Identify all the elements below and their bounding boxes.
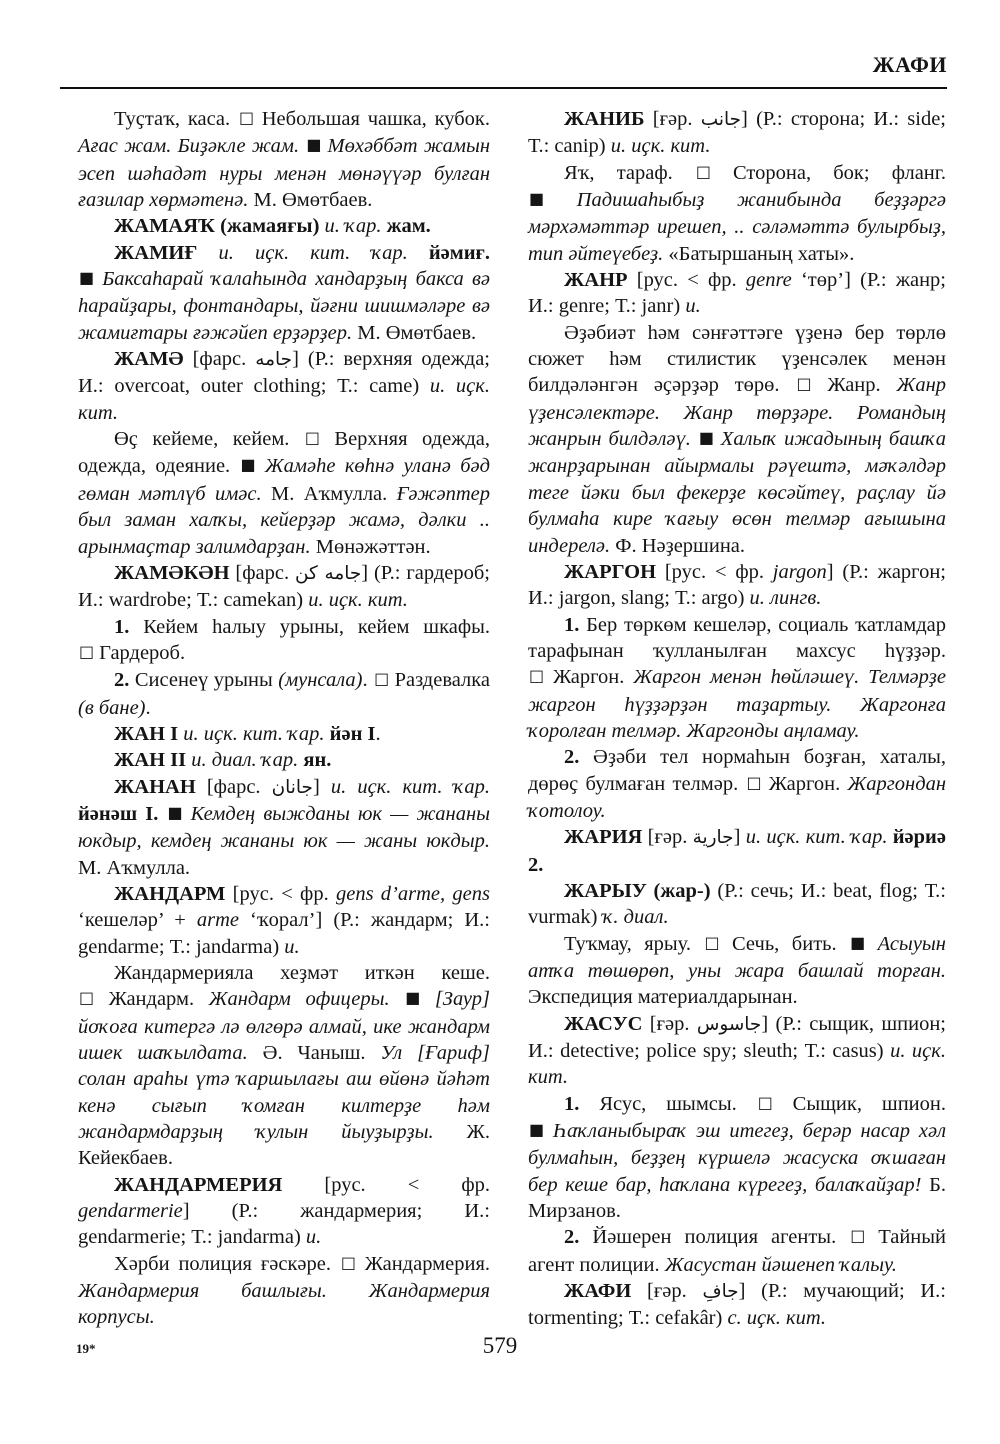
text-segment: Хәрби полиция ғәскәре. — [114, 1252, 340, 1275]
arabic-etymon: جاسوس — [696, 1013, 762, 1035]
text-segment: Асыуын атҡа төшөрөп, уны жара башлай торған. — [528, 932, 946, 982]
text-segment: жам. — [386, 215, 431, 238]
text-segment: 2. — [564, 1226, 593, 1249]
text-segment: йәмиғ. — [428, 241, 490, 264]
text-segment: ҡ. диал. — [602, 906, 669, 929]
text-segment: Тайный агент полиции. — [528, 1226, 947, 1276]
text-segment: ЖАМИҒ — [114, 241, 219, 264]
text-segment: и. — [284, 935, 300, 958]
text-segment: Сыщик, шпион. — [792, 1092, 946, 1115]
square-marker: □ — [850, 1226, 874, 1246]
text-segment: Мөнәжәттән. — [315, 535, 431, 558]
arabic-etymon: جانان — [271, 776, 313, 798]
text-segment: Ж. Кейекбаев. — [78, 1121, 490, 1170]
page-number: 579 — [482, 1333, 518, 1358]
text-segment: и. иҫк. кит. ҡар. — [183, 722, 330, 745]
text-segment: genre — [745, 269, 801, 292]
square-marker: □ — [529, 666, 548, 686]
text-segment: Жандармерия башлығы. Жандармерия корпусы. — [78, 1280, 490, 1329]
text-segment: 2. — [114, 669, 135, 692]
text-segment: gendarmerie — [78, 1200, 183, 1223]
text-segment: ЖАМӘ — [114, 348, 193, 371]
dictionary-paragraph — [78, 560, 490, 614]
text-segment: ЖАСУС — [564, 1012, 650, 1035]
text-segment: Жандарм офицеры. — [208, 988, 405, 1011]
text-segment: Жаргон менән һөйләшеү. Телмәрҙе жаргон һүҙҙәрҙән таҙартыу. Жаргонға ҡоролған телмәр. Жаргонды аңламау. — [528, 666, 946, 742]
text-segment: с. иҫк. кит. — [727, 1307, 827, 1330]
text-segment: Жанр. — [827, 374, 897, 397]
column-left — [78, 106, 490, 1332]
text-segment: Жаргондан ҡотолоу. — [528, 772, 946, 822]
square-marker: □ — [746, 772, 764, 792]
square-marker: ■ — [529, 189, 572, 209]
text-segment: gens d’arme, gens — [335, 882, 490, 905]
square-marker: □ — [304, 428, 330, 448]
text-segment: [ғәр. — [647, 1280, 703, 1303]
text-segment: Яҡ, тараф. — [564, 161, 695, 184]
text-segment: Сечь, бить. — [732, 932, 850, 955]
text-segment: jargon — [772, 560, 827, 583]
text-segment: Жандармерияла хеҙмәт иткән кеше. — [114, 962, 490, 984]
text-segment: Падишаһыбыҙ жанибында беҙҙәргә мәрхәмәттәр ирешеп, .. сәләмәттә булырбыҙ, тип әйтеүебеҙ. — [528, 189, 946, 265]
dictionary-paragraph — [528, 1224, 946, 1278]
dictionary-paragraph — [78, 240, 490, 346]
arabic-etymon: جافِ — [702, 1281, 739, 1303]
dictionary-paragraph — [528, 612, 946, 745]
text-segment: и. иҫк. кит. ҡар. — [218, 241, 429, 264]
text-segment: йәриә 2. — [528, 826, 946, 876]
text-segment: М. Аҡмулла. — [271, 482, 397, 505]
text-segment: ‘төр’] (Р.: жанр; И.: genre; Т.: janr) — [528, 269, 946, 318]
text-segment: ] (Р.: жандармерия; И.: gendarmerie; Т.: jandarma) — [78, 1200, 490, 1249]
text-segment: (в бане) — [78, 696, 146, 719]
text-segment: Ясус, шымсы. — [599, 1092, 757, 1115]
text-segment: [фарс. — [192, 348, 256, 371]
text-segment: и. иҫк. кит. — [78, 375, 490, 424]
dictionary-paragraph — [528, 744, 946, 824]
text-segment: ЖАН II — [114, 749, 192, 772]
text-segment: ‘кешеләр’ + — [78, 909, 197, 932]
text-segment: ЖАНДАРМ — [114, 882, 233, 905]
text-segment: 2. — [564, 746, 594, 769]
text-segment: Б. Мирзанов. — [528, 1173, 946, 1223]
text-segment: Ф. Нәҙершина. — [615, 534, 746, 557]
text-segment: «Батыршаның хаты». — [668, 242, 855, 265]
text-segment: . — [145, 696, 151, 719]
text-segment: М. Өмөтбаев. — [253, 189, 373, 212]
text-segment: М. Аҡмулла. — [78, 856, 191, 879]
dictionary-paragraph — [78, 747, 490, 773]
text-segment: ] (Р.: сторона; И.: side; Т.: canip) — [528, 108, 946, 158]
text-segment: и. иҫк. кит. ҡар. — [745, 826, 893, 849]
text-segment: Сторона, бок; фланг. — [733, 161, 946, 184]
text-segment: Гардероб. — [99, 641, 186, 664]
square-marker: □ — [340, 1252, 360, 1272]
dictionary-paragraph — [528, 1011, 946, 1091]
text-segment: Жасустан йәшенеп ҡалыу. — [664, 1253, 897, 1276]
running-head: ЖАФИ — [872, 52, 947, 77]
dictionary-paragraph — [528, 559, 946, 612]
text-segment: ян. — [303, 749, 332, 772]
text-segment: Жамәһе көһнә уланә бәд гөман мәтлүб имәс. — [78, 455, 490, 505]
header-rule — [60, 87, 947, 89]
text-segment: [рус. < фр. — [664, 560, 773, 583]
dictionary-paragraph — [528, 106, 946, 160]
text-segment: Әҙәби тел нормаһын боҙған, хаталы, дөрөҫ булмаған телмәр. — [528, 746, 947, 795]
dictionary-paragraph — [78, 774, 490, 881]
text-segment: М. Өмөтбаев. — [357, 321, 477, 344]
text-segment: ЖАМӘКӘН — [114, 561, 236, 584]
text-segment: [рус. < фр. — [324, 1173, 490, 1196]
dictionary-paragraph — [528, 320, 946, 559]
text-segment: Туҡмау, ярыу. — [564, 932, 704, 955]
text-segment: Жандармерия. — [364, 1252, 490, 1275]
text-segment: ЖАРГОН — [564, 560, 665, 583]
square-marker: □ — [695, 161, 729, 181]
arabic-etymon: جامه — [255, 349, 293, 371]
text-segment: ЖАН I — [114, 722, 184, 745]
text-segment: Өҫ кейеме, кейем. — [114, 428, 304, 451]
text-segment: Туҫтаҡ, каса. — [114, 108, 238, 130]
dictionary-paragraph — [528, 1278, 946, 1332]
arabic-etymon: جامه كن — [295, 562, 362, 584]
text-segment: 1. — [564, 613, 587, 636]
dictionary-paragraph — [78, 213, 490, 239]
text-segment: Кемдең выжданы юк — жананы юкдыр, кемдең жананы юк — жаны юкдыр. — [78, 802, 490, 853]
dictionary-paragraph — [528, 1091, 946, 1225]
text-segment: ] (Р.: верхняя одежда; И.: overcoat, outer clothing; Т.: came) — [78, 348, 490, 398]
dictionary-paragraph — [528, 160, 946, 267]
text-segment: ЖАНАН — [114, 775, 207, 798]
text-segment: [Заур] йоҡоға китергә лә өлгөрә алмай, ике жандарм ишек шаҡылдата. — [78, 988, 490, 1065]
dictionary-paragraph — [528, 878, 946, 931]
text-segment: arme — [196, 909, 251, 932]
text-segment: Ә. Чаныш. — [262, 1042, 381, 1065]
text-segment: и. иҫк. кит. — [308, 589, 408, 612]
text-segment: Баксаһарай ҡалаһында хандарҙың бакса вә һарайҙары, фонтандары, йәғни шишмәләре вә жамиғтары ғәжәйеп ерҙәрҙер. — [78, 268, 490, 344]
dictionary-paragraph — [78, 960, 490, 1172]
text-segment: Верхняя одежда, одежда, одеяние. — [78, 428, 491, 478]
text-segment: йән I — [329, 722, 376, 745]
text-segment: [фарс. — [206, 775, 272, 798]
text-segment: и. ҡар. — [324, 215, 387, 238]
text-segment: ЖАНИБ — [564, 108, 653, 130]
text-segment: Кейем һалыу урыны, кейем шкафы. — [143, 615, 491, 638]
text-segment: ЖАМАЯҠ (жамаяғы) — [114, 215, 325, 238]
text-segment: ЖАНР — [564, 269, 637, 292]
text-segment: ЖАФИ — [564, 1280, 648, 1303]
text-segment: и. иҫк. кит. — [610, 135, 711, 158]
square-marker: ■ — [405, 988, 430, 1008]
text-segment: Ағас жам. Биҙәкле жам. — [78, 135, 306, 158]
dictionary-paragraph — [78, 614, 490, 668]
square-marker: □ — [79, 988, 104, 1008]
text-segment: Йәшерен полиция агенты. — [592, 1226, 850, 1249]
text-segment: Раздевалка — [394, 669, 491, 692]
text-segment: Ул [Ғариф] солан араһы үтә ҡаршылағы аш өйөнә йәһәт кенә сығып ҡомған килтерҙе һәм жандармдарҙың ҡулын йыуҙырҙы. — [78, 1042, 490, 1144]
text-segment: [ғәр. — [649, 1012, 697, 1035]
dictionary-paragraph — [78, 881, 490, 960]
square-marker: □ — [374, 669, 390, 689]
square-marker: ■ — [698, 428, 716, 448]
text-segment: (Р.: сечь; И.: beat, flog; Т.: vurmak) — [528, 879, 946, 929]
square-marker: □ — [704, 932, 727, 952]
text-segment: [ғәр. — [647, 826, 693, 849]
text-segment: и. — [685, 295, 701, 318]
text-columns — [78, 106, 946, 1332]
dictionary-paragraph — [528, 824, 946, 878]
text-segment: и. — [305, 1226, 322, 1249]
text-segment: йәнәш I. — [78, 802, 167, 825]
text-segment: Бер төркөм кешеләр, социаль ҡатламдар тарафынан ҡулланылған махсус һүҙҙәр. — [528, 613, 946, 662]
text-segment: Ғәжәптер был заман халҡы, кейерҙәр жамә, дәлки .. арынмаҫтар залимдарҙан. — [78, 482, 490, 558]
text-segment: и. иҫк. кит. ҡар. — [330, 775, 490, 798]
text-segment: [рус. < фр. — [636, 269, 746, 292]
dictionary-paragraph — [78, 106, 490, 213]
text-segment: и. иҫк. кит. — [528, 1040, 946, 1089]
text-segment: ЖАНДАРМЕРИЯ — [114, 1173, 325, 1196]
text-segment: . — [375, 722, 381, 745]
text-segment: ЖАРЫУ (жар-) — [564, 879, 718, 902]
dictionary-paragraph — [528, 931, 946, 1011]
text-segment: Жандарм. — [108, 988, 209, 1011]
text-segment: ] — [733, 826, 746, 849]
text-segment: ] (Р.: сыщик, шпион; И.: detective; police spy; sleuth; Т.: casus) — [528, 1012, 946, 1063]
text-segment: [ғәр. — [652, 108, 701, 130]
text-segment: [рус. < фр. — [232, 882, 336, 905]
text-segment: ] (Р.: мучающий; И.: tormenting; Т.: cefakâr) — [528, 1280, 946, 1330]
square-marker: □ — [79, 641, 95, 661]
arabic-etymon: جارية — [692, 827, 734, 849]
square-marker: ■ — [167, 802, 186, 822]
dictionary-paragraph — [78, 346, 490, 426]
text-segment: и. диал. ҡар. — [191, 749, 304, 772]
text-segment: ЖАРИЯ — [564, 826, 648, 849]
text-segment: Жаргон. — [768, 772, 848, 795]
text-segment: ] (Р.: жаргон; И.: jargon, slang; Т.: argo) — [528, 560, 946, 610]
text-segment: ] — [312, 775, 331, 798]
text-segment: Жанр үҙенсәлектәре. Жанр төрҙәре. Романдың жанрын билдәләү. — [528, 374, 946, 451]
text-segment: Экспедиция материалдарынан. — [528, 986, 798, 1009]
arabic-etymon: جانب — [700, 109, 742, 130]
dictionary-paragraph — [78, 1172, 490, 1251]
square-marker: ■ — [79, 268, 98, 288]
text-segment: Әҙәбиәт һәм сәнғәттәге үҙенә бер төрлө сюжет һәм стилистик үҙенсәлек менән билдәләнгән әҫәрҙәр төрө. — [528, 321, 946, 397]
square-marker: ■ — [306, 135, 323, 155]
text-segment: Сисенеү урыны — [134, 669, 279, 692]
text-segment: Небольшая чашка, кубок. — [261, 108, 491, 130]
column-right — [528, 106, 946, 1332]
dictionary-paragraph — [78, 1251, 490, 1331]
square-marker: ■ — [240, 455, 260, 475]
text-segment: Жаргон. — [552, 666, 634, 689]
text-segment: [фарс. — [235, 561, 296, 584]
text-segment: (мунсала) — [278, 669, 363, 692]
square-marker: □ — [238, 108, 257, 127]
dictionary-paragraph — [528, 267, 946, 320]
text-segment: ] (Р.: гардероб; И.: wardrobe; Т.: camekan) — [78, 561, 490, 612]
text-segment: . — [362, 669, 374, 692]
signature-mark: 19* — [76, 1341, 96, 1356]
dictionary-paragraph — [78, 667, 490, 721]
text-segment: 1. — [114, 615, 144, 638]
text-segment: Мөхәббәт жамын эсеп шәһадәт нуры менән мөнәүүәр булған ғазилар хөрмәтенә. — [78, 135, 490, 212]
dictionary-paragraph — [78, 721, 490, 747]
square-marker: □ — [757, 1092, 788, 1112]
text-segment: Һаҡланыбыраҡ эш итегеҙ, берәр насар хәл булмаһын, беҙҙең күршелә жасуска оҡшаған бер кеше бар, һаҡлана күрегеҙ, балаҡайҙар! — [528, 1120, 947, 1196]
square-marker: ■ — [529, 1120, 548, 1140]
text-segment: и. лингв. — [749, 587, 822, 610]
square-marker: □ — [796, 374, 823, 394]
dictionary-paragraph — [78, 426, 490, 560]
text-segment: 1. — [564, 1092, 600, 1115]
text-segment: ‘ҡорал’] (Р.: жандарм; И.: gendarme; Т.: jandarma) — [78, 909, 490, 958]
square-marker: ■ — [850, 932, 873, 952]
text-segment: Халыҡ ижадының башҡа жанрҙарынан айырмалы рәүештә, мәҡәлдәр теге йәки был фекерҙе көсәйтеү, раҫлау йә булмаһа кире ҡағыу өсөн телмәр ағышына индерелә. — [528, 428, 947, 557]
